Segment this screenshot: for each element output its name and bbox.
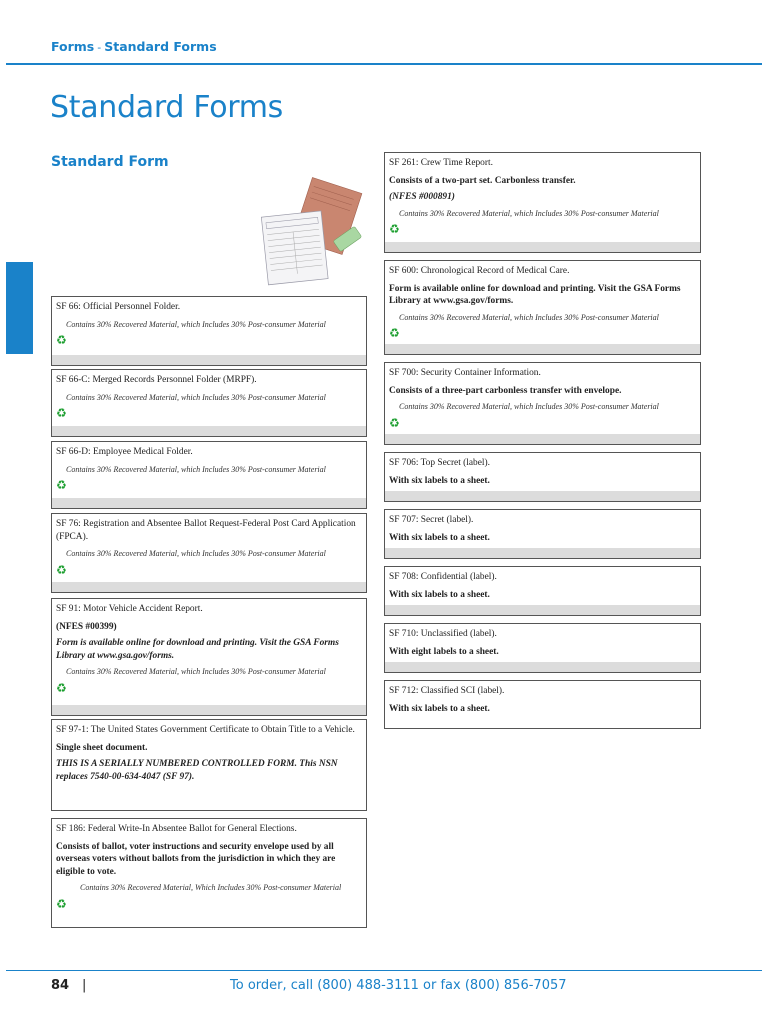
card-footer-bar	[385, 434, 700, 444]
card-footer-bar	[385, 662, 700, 672]
form-description: Form is available online for download and printing. Visit the GSA Forms Library at www.gsa.gov/forms.	[56, 638, 339, 661]
card-footer-bar	[385, 344, 700, 354]
form-description: Form is available online for download and printing. Visit the GSA Forms Library at www.gsa.gov/forms.	[389, 283, 681, 306]
breadcrumb-separator: -	[97, 41, 102, 54]
form-description: Consists of ballot, voter instructions and security envelope used by all overseas voters without ballots from the jurisdiction in which they are eligible to vote.	[56, 841, 336, 877]
form-title: SF 710: Unclassified (label).	[389, 629, 497, 639]
breadcrumb	[51, 39, 217, 54]
form-title: SF 700: Security Container Information.	[389, 368, 541, 378]
form-card-sf66c[interactable]	[51, 369, 367, 437]
footer-divider	[6, 970, 762, 971]
forms-photo	[258, 176, 368, 286]
form-card-sf712[interactable]	[384, 680, 701, 729]
form-title: SF 712: Classified SCI (label).	[389, 686, 505, 696]
recycle-icon: ♻	[56, 562, 67, 577]
form-card-sf706[interactable]	[384, 452, 701, 502]
form-nfes: (NFES #00399)	[56, 621, 117, 632]
section-title: Standard Form	[51, 154, 169, 170]
form-title: SF 76: Registration and Absentee Ballot Request-Federal Post Card Application (FPCA).	[56, 519, 356, 542]
breadcrumb-standard-forms[interactable]: Standard Forms	[104, 39, 217, 54]
form-description: Single sheet document.	[56, 742, 148, 753]
card-footer-bar	[52, 355, 366, 365]
form-description: With eight labels to a sheet.	[389, 646, 499, 657]
page-title: Standard Forms	[50, 90, 284, 125]
recycle-icon: ♻	[389, 415, 400, 430]
card-footer-bar	[52, 426, 366, 436]
form-title: SF 66-C: Merged Records Personnel Folder (MRPF).	[56, 375, 257, 385]
recycle-icon: ♻	[56, 333, 67, 347]
recycled-note: Contains 30% Recovered Material, which Includes 30% Post-consumer Material	[399, 402, 659, 411]
form-card-sf186[interactable]	[51, 818, 367, 928]
form-card-sf66[interactable]	[51, 296, 367, 366]
order-contact-text: To order, call (800) 488-3111 or fax (800) 856-7057	[230, 978, 567, 993]
form-card-sf66d[interactable]	[51, 441, 367, 509]
recycled-note: Contains 30% Recovered Material, which Includes 30% Post-consumer Material	[66, 464, 326, 474]
card-footer-bar	[52, 498, 366, 508]
form-description: With six labels to a sheet.	[389, 703, 490, 714]
recycled-note: Contains 30% Recovered Material, Which Includes 30% Post-consumer Material	[80, 883, 342, 892]
form-description: Consists of a two-part set. Carbonless transfer.	[389, 175, 576, 186]
form-card-sf710[interactable]	[384, 623, 701, 673]
form-card-sf261[interactable]	[384, 152, 701, 253]
recycled-note: Contains 30% Recovered Material, which Includes 30% Post-consumer Material	[66, 319, 326, 329]
card-footer-bar	[385, 242, 700, 252]
form-nfes: (NFES #000891)	[389, 192, 455, 202]
recycled-note: Contains 30% Recovered Material, which Includes 30% Post-consumer Material	[399, 312, 659, 322]
footer-separator: |	[82, 978, 87, 993]
recycle-icon: ♻	[56, 896, 67, 911]
form-card-sf76[interactable]	[51, 513, 367, 593]
form-title: SF 186: Federal Write-In Absentee Ballot for General Elections.	[56, 824, 297, 834]
recycled-note: Contains 30% Recovered Material, which Includes 30% Post-consumer Material	[399, 208, 659, 218]
controlled-form-notice: THIS IS A SERIALLY NUMBERED CONTROLLED FORM. This NSN replaces 7540-00-634-4047 (SF 97).	[56, 759, 338, 782]
form-title: SF 600: Chronological Record of Medical Care.	[389, 266, 570, 276]
breadcrumb-forms[interactable]: Forms	[51, 39, 95, 54]
form-title: SF 66: Official Personnel Folder.	[56, 302, 181, 312]
form-card-sf708[interactable]	[384, 566, 701, 616]
form-card-sf700[interactable]	[384, 362, 701, 445]
form-card-sf600[interactable]	[384, 260, 701, 355]
recycled-note: Contains 30% Recovered Material, which Includes 30% Post-consumer Material	[66, 667, 326, 676]
recycle-icon: ♻	[389, 326, 400, 340]
form-title: SF 707: Secret (label).	[389, 515, 474, 525]
form-card-sf707[interactable]	[384, 509, 701, 559]
header-divider	[6, 63, 762, 65]
form-title: SF 97-1: The United States Government Certificate to Obtain Title to a Vehicle.	[56, 725, 355, 735]
form-card-sf97-1[interactable]	[51, 719, 367, 811]
form-title: SF 91: Motor Vehicle Accident Report.	[56, 604, 203, 614]
card-footer-bar	[52, 582, 366, 592]
form-title: SF 708: Confidential (label).	[389, 572, 497, 582]
form-title: SF 66-D: Employee Medical Folder.	[56, 447, 193, 457]
recycle-icon: ♻	[56, 680, 67, 695]
recycle-icon: ♻	[56, 406, 67, 420]
form-card-sf91[interactable]	[51, 598, 367, 716]
recycled-note: Contains 30% Recovered Material, which Includes 30% Post-consumer Material	[66, 549, 326, 558]
form-description: With six labels to a sheet.	[389, 475, 490, 486]
form-title: SF 261: Crew Time Report.	[389, 158, 493, 168]
form-description: Consists of a three-part carbonless transfer with envelope.	[389, 385, 622, 396]
form-description: With six labels to a sheet.	[389, 589, 490, 600]
recycle-icon: ♻	[389, 222, 400, 236]
side-tab	[6, 262, 33, 354]
recycle-icon: ♻	[56, 478, 67, 492]
card-footer-bar	[52, 705, 366, 715]
card-footer-bar	[385, 548, 700, 558]
card-footer-bar	[385, 491, 700, 501]
form-title: SF 706: Top Secret (label).	[389, 458, 490, 468]
form-description: With six labels to a sheet.	[389, 532, 490, 543]
page-number: 84	[51, 978, 70, 993]
card-footer-bar	[385, 605, 700, 615]
recycled-note: Contains 30% Recovered Material, which Includes 30% Post-consumer Material	[66, 392, 326, 402]
